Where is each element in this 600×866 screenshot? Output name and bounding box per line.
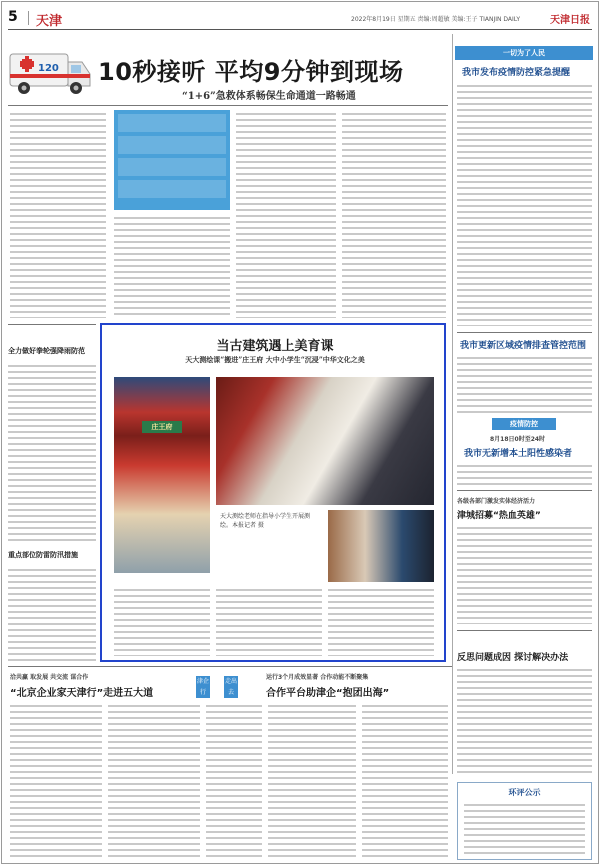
info-box-row — [118, 136, 226, 154]
article-text-col2 — [114, 214, 230, 318]
sidebar-item1-title: 我市发布疫情防控紧急提醒 — [462, 68, 571, 78]
badge-2: 走出去 — [224, 678, 237, 696]
dateline: 2022年8月19日 星期五 责编:周超敏 美编:王子 TIANJIN DAILY — [351, 16, 520, 23]
sidebar-rule — [457, 332, 592, 333]
left-headline-2: 重点部位防雷防汛措施 — [8, 551, 78, 559]
badge-1: 津企行 — [196, 678, 209, 696]
left-col-text-2 — [8, 566, 96, 662]
photo-students — [216, 377, 434, 505]
sidebar-item3-text — [457, 462, 592, 486]
article-text-col1 — [10, 110, 106, 318]
ambulance-icon — [8, 40, 92, 102]
notice-text — [464, 801, 585, 855]
sidebar-item2-title: 我市更新区域疫情排查管控范围 — [460, 341, 587, 351]
bottom-rule — [8, 666, 452, 667]
sidebar-item3-title: 我市无新增本土阳性感染者 — [464, 449, 573, 459]
sidebar-item4-title: 津城招募“热血英雄” — [457, 511, 541, 521]
newspaper-page — [1, 1, 599, 864]
bottom-text-col3 — [206, 702, 262, 858]
feature-text-col1 — [114, 586, 210, 656]
sidebar-rule — [457, 630, 592, 631]
left-headline-1: 全力做好拳轮强降雨防范 — [8, 347, 85, 355]
main-headline: 10秒接听 平均9分钟到现场 — [98, 58, 404, 86]
bottom-right-kicker: 运行3个月成效显著 合作动能不断聚集 — [266, 674, 369, 681]
info-box-row — [118, 180, 226, 198]
sidebar-tag: 一切为了人民 — [455, 46, 593, 60]
bottom-left-kicker: 洽共赢 取发展 共交流 谋合作 — [10, 674, 89, 681]
info-box-row — [118, 114, 226, 132]
top-story-rule — [8, 105, 448, 106]
feature-subtitle: 天大测绘课“搬进”庄王府 大中小学生“沉浸”中华文化之美 — [185, 355, 365, 364]
sidebar-divider — [452, 34, 453, 774]
bottom-text-col2 — [108, 702, 200, 858]
left-col-text-1 — [8, 362, 96, 542]
photo-courtyard — [114, 377, 210, 573]
feature-text-col2 — [216, 586, 322, 656]
info-box-row — [118, 158, 226, 176]
sidebar-rule — [457, 490, 592, 491]
feature-title: 当古建筑遇上美育课 — [216, 339, 334, 354]
photo-workshop — [328, 510, 434, 582]
bottom-text-col1 — [10, 702, 102, 858]
section-name: 天津 — [36, 14, 63, 29]
info-box — [114, 110, 230, 210]
page-header — [8, 7, 592, 30]
sidebar-item5-text — [457, 666, 592, 776]
sidebar-item3-tag: 疫情防控 — [492, 418, 556, 430]
article-text-col4 — [342, 110, 446, 318]
main-subheadline: “1+6”急救体系畅保生命通道一路畅通 — [182, 91, 356, 102]
feature-text-col3 — [328, 586, 434, 656]
header-divider — [28, 11, 29, 25]
ambulance-number: 120 — [38, 63, 59, 74]
article-text-col3 — [236, 110, 336, 318]
sidebar-item4-text — [457, 524, 592, 624]
newspaper-logo: 天津日报 — [550, 15, 590, 26]
sidebar-item4-kicker: 各级各部门激发实体经济活力 — [457, 498, 536, 505]
bottom-text-col5 — [362, 702, 448, 858]
sidebar-item5-title: 反思问题成因 探讨解决办法 — [457, 653, 569, 663]
page-number: 5 — [8, 9, 18, 25]
left-col-rule — [8, 324, 96, 325]
bottom-text-col4 — [268, 702, 356, 858]
sidebar-item1-text — [457, 82, 592, 326]
bottom-left-headline: “北京企业家天津行”走进五大道 — [10, 688, 154, 699]
sidebar-item3-date: 8月18日0时至24时 — [490, 436, 546, 443]
notice-box — [457, 782, 592, 860]
photo-sign: 庄王府 — [142, 421, 182, 433]
photo-caption: 天大测绘老师在指导小学生开展测绘。本报记者 摄 — [220, 513, 311, 529]
sidebar-item2-text — [457, 354, 592, 414]
bottom-right-headline: 合作平台助津企“抱团出海” — [266, 688, 390, 699]
notice-title: 环评公示 — [508, 788, 541, 797]
